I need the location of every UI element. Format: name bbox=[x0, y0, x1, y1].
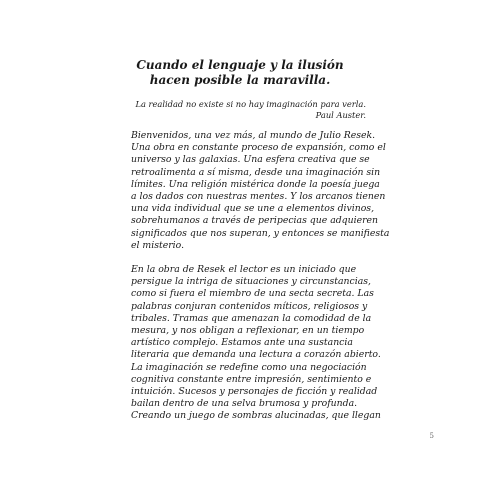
text-line: literaria que demanda una lectura a corazón abierto. bbox=[131, 349, 381, 361]
title-line: hacen posible la maravilla. bbox=[149, 73, 331, 87]
text-line: bailan dentro de una selva brumosa y profunda. bbox=[131, 398, 358, 410]
chapter-title bbox=[0, 58, 480, 88]
text-line: La imaginación se redefine como una negociación bbox=[131, 361, 367, 373]
text-line: universo y las galaxias. Una esfera creativa que se bbox=[131, 154, 370, 166]
epigraph bbox=[130, 99, 366, 121]
text-line: significados que nos superan, y entonces se manifiesta bbox=[131, 227, 390, 239]
text-line: palabras conjuran contenidos míticos, religiosos y bbox=[131, 300, 368, 312]
text-line: persigue la intriga de situaciones y circunstancias, bbox=[131, 276, 371, 288]
text-line: a los dados con nuestras mentes. Y los arcanos tienen bbox=[131, 191, 386, 203]
text-line: Una obra en constante proceso de expansión, como el bbox=[131, 142, 386, 154]
text-line: sobrehumanos a través de peripecias que adquieren bbox=[131, 215, 379, 227]
text-line: artístico complejo. Estamos ante una sustancia bbox=[131, 337, 353, 349]
epigraph-quote: La realidad no existe si no hay imaginación para verla. bbox=[135, 99, 366, 109]
page-number: 5 bbox=[429, 432, 434, 440]
text-line: intuición. Sucesos y personajes de ficción y realidad bbox=[131, 386, 378, 398]
body-paragraph-1 bbox=[131, 130, 390, 252]
text-line: retroalimenta a sí misma, desde una imaginación sin bbox=[131, 166, 381, 178]
text-line: como si fuera el miembro de una secta secreta. Las bbox=[131, 288, 374, 300]
text-line: Bienvenidos, una vez más, al mundo de Julio Resek. bbox=[131, 130, 376, 141]
text-line: el misterio. bbox=[131, 239, 185, 251]
body-paragraph-2 bbox=[131, 264, 381, 423]
text-line: tribales. Tramas que amenazan la comodidad de la bbox=[131, 312, 372, 324]
text-line: En la obra de Resek el lector es un iniciado que bbox=[131, 264, 357, 275]
text-line: mesura, y nos obligan a reflexionar, en un tiempo bbox=[131, 325, 365, 337]
title-line: Cuando el lenguaje y la ilusión bbox=[136, 58, 344, 72]
text-line: cognitiva constante entre impresión, sentimiento e bbox=[131, 373, 372, 385]
text-line: una vida individual que se une a elementos divinos, bbox=[131, 203, 375, 215]
epigraph-author: Paul Auster. bbox=[315, 110, 366, 120]
text-line: Creando un juego de sombras alucinadas, que llegan bbox=[131, 410, 381, 422]
text-line: límites. Una religión mistérica donde la poesía juega bbox=[131, 178, 380, 190]
